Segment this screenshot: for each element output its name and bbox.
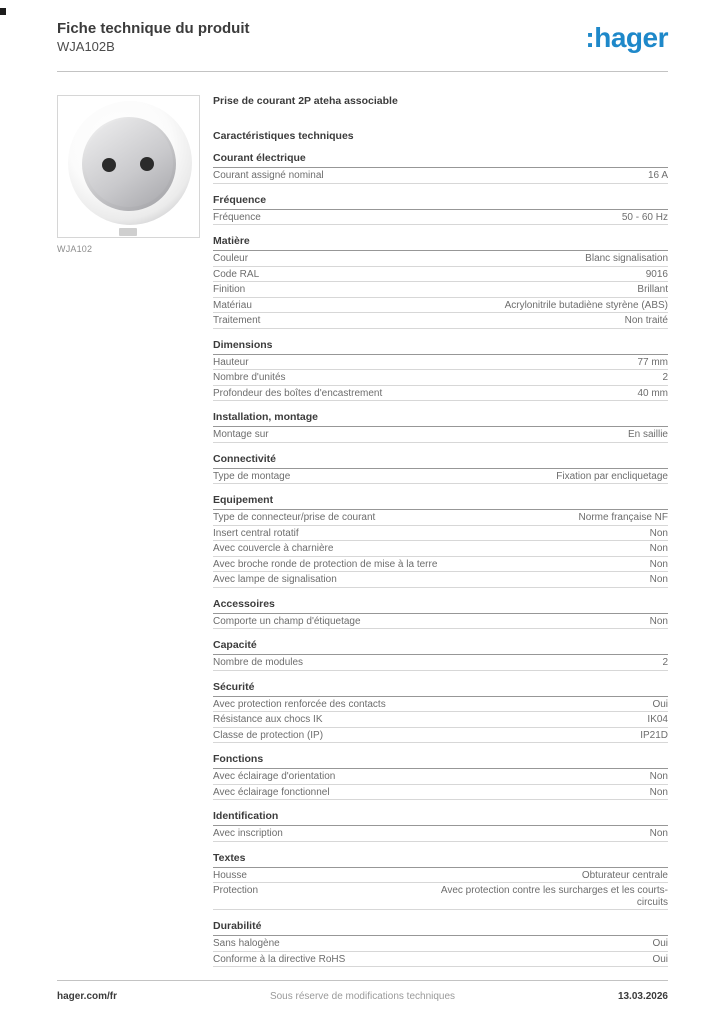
spec-section (213, 681, 668, 744)
spec-row-label: Nombre d'unités (213, 372, 286, 383)
spec-row (213, 769, 668, 785)
spec-row (213, 868, 668, 884)
spec-section (213, 152, 668, 184)
spec-section (213, 598, 668, 630)
spec-section (213, 639, 668, 671)
product-code: WJA102B (57, 39, 115, 54)
spec-row (213, 712, 668, 728)
spec-row-label: Type de connecteur/prise de courant (213, 512, 376, 523)
title-block (57, 19, 250, 55)
spec-section-title: Fréquence (213, 194, 668, 210)
spec-section-title: Durabilité (213, 920, 668, 936)
spec-section-title: Courant électrique (213, 152, 668, 168)
spec-row-value: 40 mm (637, 387, 668, 399)
footer-website-link[interactable]: hager.com/fr (57, 991, 118, 1002)
spec-row-value: 2 (662, 657, 668, 668)
spec-row-value: Non (649, 527, 668, 539)
image-column (57, 95, 200, 254)
spec-row-value: 9016 (645, 268, 668, 280)
spec-section-rows (213, 251, 668, 329)
spec-section-title: Installation, montage (213, 411, 668, 427)
main-content (57, 95, 668, 967)
spec-row (213, 210, 668, 226)
document-header (57, 16, 668, 55)
spec-row (213, 936, 668, 952)
spec-row (213, 168, 668, 184)
spec-row-value: Brillant (637, 284, 668, 295)
spec-row-label: Couleur (213, 253, 249, 264)
spec-row (213, 386, 668, 402)
spec-row-value: Fixation par encliquetage (556, 470, 668, 482)
spec-section-rows (213, 655, 668, 671)
spec-row-label: Fréquence (213, 211, 261, 223)
product-name: Prise de courant 2P ateha associable (213, 95, 398, 107)
spec-section-title: Capacité (213, 639, 668, 655)
spec-section (213, 920, 668, 967)
spec-row (213, 355, 668, 371)
spec-section (213, 753, 668, 800)
spec-row-label: Traitement (213, 315, 261, 326)
characteristics-heading: Caractéristiques techniques (213, 130, 354, 142)
spec-row-label: Classe de protection (IP) (213, 729, 324, 741)
spec-row (213, 655, 668, 671)
spec-row-value: IK04 (647, 714, 668, 725)
spec-row-label: Sans halogène (213, 938, 280, 949)
spec-table-sections (213, 152, 668, 967)
spec-section-rows (213, 469, 668, 485)
spec-row-label: Avec couvercle à charnière (213, 543, 334, 554)
socket-hole-right (140, 157, 154, 171)
spec-row-value: Non (649, 615, 668, 627)
spec-row-label: Profondeur des boîtes d'encastrement (213, 387, 383, 399)
spec-row-label: Avec lampe de signalisation (213, 574, 337, 585)
spec-section-title: Dimensions (213, 339, 668, 355)
socket-illustration (58, 96, 199, 237)
spec-section (213, 411, 668, 443)
spec-row-value: Blanc signalisation (585, 253, 668, 264)
spec-row (213, 883, 668, 910)
spec-row (213, 557, 668, 573)
spec-row-label: Avec inscription (213, 828, 283, 839)
spec-row-label: Insert central rotatif (213, 527, 299, 539)
spec-section-rows (213, 168, 668, 184)
spec-row (213, 614, 668, 630)
spec-row-value: Non (649, 558, 668, 570)
spec-row (213, 952, 668, 968)
spec-section-rows (213, 355, 668, 402)
hager-logo: :hager (585, 22, 668, 53)
spec-row-value: Non (649, 828, 668, 839)
spec-row-label: Nombre de modules (213, 657, 304, 668)
spec-section (213, 852, 668, 911)
spec-row-value: IP21D (640, 729, 668, 741)
spec-row-label: Avec éclairage fonctionnel (213, 786, 330, 798)
spec-row (213, 526, 668, 542)
spec-row-label: Résistance aux chocs IK (213, 714, 323, 725)
spec-row (213, 282, 668, 298)
spec-section-title: Fonctions (213, 753, 668, 769)
spec-row (213, 469, 668, 485)
spec-section (213, 194, 668, 226)
spec-section-rows (213, 868, 668, 911)
document-footer (57, 980, 668, 1002)
spec-row-label: Montage sur (213, 429, 269, 440)
spec-row-label: Conforme à la directive RoHS (213, 953, 346, 965)
spec-row (213, 313, 668, 329)
spec-section-title: Sécurité (213, 681, 668, 697)
spec-row (213, 697, 668, 713)
spec-row-value: Non (649, 786, 668, 798)
spec-row (213, 541, 668, 557)
footer-disclaimer: Sous réserve de modifications techniques (269, 991, 456, 1002)
spec-row-value: Avec protection contre les surcharges et les courts-circuits (440, 885, 668, 908)
spec-section-rows (213, 210, 668, 226)
spec-row (213, 572, 668, 588)
spec-row-label: Courant assigné nominal (213, 170, 324, 181)
spec-section (213, 235, 668, 329)
spec-section-title: Accessoires (213, 598, 668, 614)
spec-row-label: Avec éclairage d'orientation (213, 771, 336, 782)
spec-row (213, 370, 668, 386)
spec-row-label: Finition (213, 284, 246, 295)
socket-hole-left (102, 158, 116, 172)
spec-row-label: Hauteur (213, 356, 249, 368)
spec-row-value: En saillie (627, 429, 668, 440)
spec-row-label: Housse (213, 869, 247, 881)
spec-row-value: Non (649, 574, 668, 585)
spec-row-value: Acrylonitrile butadiène styrène (ABS) (504, 299, 668, 311)
spec-section-title: Identification (213, 810, 668, 826)
spec-section-rows (213, 826, 668, 842)
spec-section-title: Matière (213, 235, 668, 251)
spec-row-value: 2 (662, 372, 668, 383)
page-title: Fiche technique du produit (57, 20, 250, 37)
spec-row-label: Type de montage (213, 470, 291, 482)
spec-row-value: Oui (652, 953, 668, 965)
spec-section-rows (213, 769, 668, 800)
spec-section-title: Equipement (213, 494, 668, 510)
spec-section (213, 339, 668, 402)
spec-row (213, 251, 668, 267)
spec-section-title: Connectivité (213, 453, 668, 469)
spec-row-value: Non (649, 771, 668, 782)
spec-row-value: 16 A (647, 170, 668, 181)
spec-section (213, 453, 668, 485)
spec-section-title: Textes (213, 852, 668, 868)
spec-section-rows (213, 427, 668, 443)
footer-date: 13.03.2026 (617, 991, 668, 1002)
spec-row (213, 427, 668, 443)
spec-row (213, 785, 668, 801)
spec-row (213, 510, 668, 526)
spec-row-value: 77 mm (637, 356, 668, 368)
spec-section (213, 810, 668, 842)
spec-section-rows (213, 614, 668, 630)
spec-row (213, 826, 668, 842)
spec-section (213, 494, 668, 588)
spec-row-label: Matériau (213, 299, 252, 311)
spec-section-rows (213, 697, 668, 744)
spec-row-value: Oui (652, 938, 668, 949)
spec-row-label: Avec broche ronde de protection de mise à la terre (213, 558, 438, 570)
spec-column (213, 95, 668, 967)
spec-row-value: Non traité (624, 315, 668, 326)
spec-row-value: Norme française NF (578, 512, 668, 523)
spec-row-value: Non (649, 543, 668, 554)
header-divider (57, 71, 668, 72)
spec-row-label: Avec protection renforcée des contacts (213, 698, 386, 710)
spec-row (213, 728, 668, 744)
spec-row (213, 298, 668, 314)
spec-section-rows (213, 510, 668, 588)
spec-section-rows (213, 936, 668, 967)
spec-row-label: Code RAL (213, 268, 260, 280)
spec-row (213, 267, 668, 283)
image-caption: WJA102 (57, 244, 93, 254)
spec-row-label: Protection (213, 885, 259, 896)
spec-row-value: Obturateur centrale (581, 869, 668, 881)
spec-row-value: Oui (652, 698, 668, 710)
product-image (57, 95, 200, 238)
spec-row-label: Comporte un champ d'étiquetage (213, 615, 361, 627)
spec-row-value: 50 - 60 Hz (621, 211, 668, 223)
